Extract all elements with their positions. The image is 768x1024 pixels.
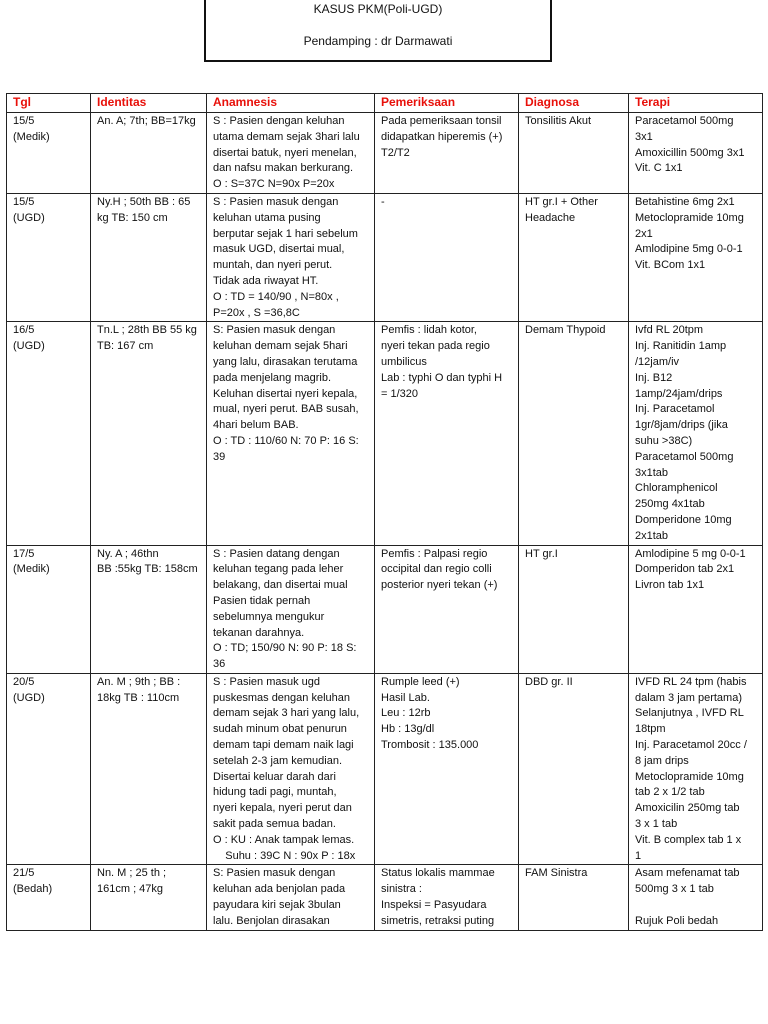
cell-identitas xyxy=(91,673,207,865)
cell-line: S : Pasien dengan keluhan xyxy=(213,115,345,127)
cell-anamnesis xyxy=(207,193,375,321)
cell-line: Vit. B complex tab 1 x xyxy=(635,833,742,846)
cell-line: muntah, dan nyeri perut. xyxy=(213,259,333,272)
cell-tgl xyxy=(7,322,91,545)
cell-line: Lab : typhi O dan typhi H xyxy=(381,371,503,384)
cell-pemeriksaan xyxy=(375,673,519,865)
cell-line: O : TD; 150/90 N: 90 P: 18 S: xyxy=(213,642,357,655)
cell-line: Rumple leed (+) xyxy=(381,675,460,688)
cell-line: setelah 2-3 jam kemudian. xyxy=(213,754,343,767)
cell-line: O : S=37C N=90x P=20x xyxy=(213,178,335,191)
header-row xyxy=(7,94,763,113)
cell-line: Vit. C 1x1 xyxy=(635,162,683,175)
cell-line: Metoclopramide 10mg xyxy=(635,770,744,783)
cell-line: 3x1tab xyxy=(635,466,669,479)
cell-line: keluhan tegang pada leher xyxy=(213,563,344,576)
cell-line: kg TB: 150 cm xyxy=(97,211,168,224)
cell-line: (UGD) xyxy=(13,211,45,224)
cell-line: Tn.L ; 28th BB 55 kg xyxy=(97,324,197,337)
cell-line: 18kg TB : 110cm xyxy=(97,691,180,704)
col-header-anamnesis: Anamnesis xyxy=(207,94,375,113)
cell-line: puskesmas dengan keluhan xyxy=(213,691,350,704)
table-row xyxy=(7,113,763,194)
document-title: KASUS PKM(Poli-UGD) xyxy=(313,2,443,16)
cell-pemeriksaan xyxy=(375,545,519,673)
pendamping-label: Pendamping : dr Darmawati xyxy=(303,34,453,48)
cell-line: suhu >38C) xyxy=(635,434,693,447)
cell-anamnesis xyxy=(207,113,375,194)
cell-line: - xyxy=(381,195,385,208)
case-table xyxy=(6,93,763,931)
cell-line: yang lalu, dirasakan terutama xyxy=(213,355,358,368)
cell-line: DBD gr. II xyxy=(525,675,573,688)
cell-line: lalu. Benjolan dirasakan xyxy=(213,914,330,927)
cell-line: nyeri tekan pada regio xyxy=(381,340,490,353)
cell-line: 2x1 xyxy=(635,227,653,240)
cell-line: Asam mefenamat tab xyxy=(635,867,740,880)
cell-line: 39 xyxy=(213,450,226,463)
cell-tgl xyxy=(7,865,91,931)
cell-line: sinistra : xyxy=(381,883,422,896)
cell-line: Amoxicilin 250mg tab xyxy=(635,802,740,815)
cell-line: tab 2 x 1/2 tab xyxy=(635,786,705,799)
cell-line: Betahistine 6mg 2x1 xyxy=(635,195,735,208)
cell-line: Amlodipine 5 mg 0-0-1 xyxy=(635,547,746,560)
cell-terapi xyxy=(629,113,763,194)
cell-terapi xyxy=(629,673,763,865)
cell-line: Hb : 13g/dl xyxy=(381,723,435,736)
cell-line: /12jam/iv xyxy=(635,355,680,368)
cell-line: pada menjelang magrib. xyxy=(213,371,332,384)
cell-line: (Medik) xyxy=(13,563,50,576)
table-row xyxy=(7,193,763,321)
cell-line: TB: 167 cm xyxy=(97,340,154,353)
table-row xyxy=(7,865,763,931)
cell-line: demam sejak 3 hari yang lalu, xyxy=(213,707,360,720)
table-row xyxy=(7,545,763,673)
cell-line: 2x1tab xyxy=(635,529,669,542)
cell-line: IVFD RL 24 tpm (habis xyxy=(635,675,747,688)
cell-line: BB :55kg TB: 158cm xyxy=(97,563,198,576)
cell-line: Domperidon tab 2x1 xyxy=(635,563,735,576)
cell-line: O : KU : Anak tampak lemas. xyxy=(213,833,355,846)
cell-line: O : TD : 110/60 N: 70 P: 16 S: xyxy=(213,434,359,447)
cell-line: belakang, dan disertai mual xyxy=(213,579,348,592)
cell-line: Headache xyxy=(525,211,576,224)
col-header-pemeriksaan: Pemeriksaan xyxy=(375,94,519,113)
cell-line: Metoclopramide 10mg xyxy=(635,211,744,224)
cell-line: 16/5 xyxy=(13,324,35,337)
col-header-terapi: Terapi xyxy=(629,94,763,113)
cell-line: FAM Sinistra xyxy=(525,867,588,880)
cell-line: Disertai keluar darah dari xyxy=(213,770,336,783)
cell-terapi xyxy=(629,193,763,321)
cell-identitas xyxy=(91,322,207,545)
cell-line: sakit pada semua badan. xyxy=(213,818,336,831)
cell-terapi xyxy=(629,545,763,673)
cell-anamnesis xyxy=(207,865,375,931)
cell-line: Pasien tidak pernah xyxy=(213,594,311,607)
cell-line: 1amp/24jam/drips xyxy=(635,387,723,400)
cell-line: Status lokalis mammae xyxy=(381,867,495,880)
cell-diagnosa xyxy=(519,113,629,194)
cell-line: didapatkan hiperemis (+) xyxy=(381,130,503,143)
cell-diagnosa xyxy=(519,193,629,321)
cell-line: P=20x , S =36,8C xyxy=(213,306,300,319)
cell-line: Inj. Paracetamol xyxy=(635,403,715,416)
cell-line: posterior nyeri tekan (+) xyxy=(381,579,498,592)
cell-line: Amoxicillin 500mg 3x1 xyxy=(635,146,745,159)
cell-line: Ivfd RL 20tpm xyxy=(635,324,704,337)
col-header-identitas: Identitas xyxy=(91,94,207,113)
col-header-diagnosa: Diagnosa xyxy=(519,94,629,113)
cell-line: Inj. Ranitidin 1amp xyxy=(635,340,727,353)
cell-anamnesis xyxy=(207,322,375,545)
cell-line: keluhan demam sejak 5hari xyxy=(213,340,348,353)
cell-line: = 1/320 xyxy=(381,387,419,400)
cell-line: S: Pasien masuk dengan xyxy=(213,867,336,880)
cell-line: Pada pemeriksaan tonsil xyxy=(381,115,502,127)
cell-anamnesis xyxy=(207,673,375,865)
cell-line: S : Pasien masuk ugd xyxy=(213,675,321,688)
cell-line: nyeri kepala, nyeri perut dan xyxy=(213,802,352,815)
cell-line: tekanan darahnya. xyxy=(213,626,305,639)
cell-line: keluhan utama pusing xyxy=(213,211,321,224)
cell-line: Pemfis : Palpasi regio xyxy=(381,547,488,560)
cell-line: Inj. Paracetamol 20cc / xyxy=(635,739,747,752)
cell-line: 4hari belum BAB. xyxy=(213,419,299,432)
cell-tgl xyxy=(7,673,91,865)
cell-line xyxy=(635,898,756,914)
cell-line: S : Pasien datang dengan xyxy=(213,547,340,560)
cell-line: masuk UGD, disertai mual, xyxy=(213,243,345,256)
cell-line: sudah minum obat penurun xyxy=(213,723,347,736)
cell-line: S : Pasien masuk dengan xyxy=(213,195,339,208)
cell-line: Amlodipine 5mg 0-0-1 xyxy=(635,243,743,256)
cell-line: 161cm ; 47kg xyxy=(97,883,164,896)
cell-identitas xyxy=(91,865,207,931)
cell-line: occipital dan regio colli xyxy=(381,563,492,576)
cell-tgl xyxy=(7,545,91,673)
cell-line: 17/5 xyxy=(13,547,35,560)
cell-line: 500mg 3 x 1 tab xyxy=(635,883,714,896)
cell-pemeriksaan xyxy=(375,113,519,194)
cell-line: dan nafsu makan berkurang. xyxy=(213,162,354,175)
cell-line: 1 xyxy=(635,849,642,862)
cell-anamnesis xyxy=(207,545,375,673)
cell-line: 36 xyxy=(213,658,226,671)
cell-line: HT gr.I + Other xyxy=(525,195,598,208)
cell-line: 250mg 4x1tab xyxy=(635,498,705,511)
cell-line: Suhu : 39C N : 90x P : 18x xyxy=(213,849,356,862)
cell-identitas xyxy=(91,193,207,321)
cell-line: Rujuk Poli bedah xyxy=(635,914,719,927)
cell-line: payudara kiri sejak 3bulan xyxy=(213,899,341,912)
cell-diagnosa xyxy=(519,865,629,931)
title-box xyxy=(204,0,552,62)
cell-line: S: Pasien masuk dengan xyxy=(213,324,336,337)
cell-line: 8 jam drips xyxy=(635,754,689,767)
cell-line: Inspeksi = Pasyudara xyxy=(381,899,487,912)
cell-diagnosa xyxy=(519,322,629,545)
cell-pemeriksaan xyxy=(375,865,519,931)
cell-line: An. M ; 9th ; BB : xyxy=(97,675,181,688)
cell-line: Leu : 12rb xyxy=(381,707,431,720)
cell-line: Trombosit : 135.000 xyxy=(381,739,479,752)
table-row xyxy=(7,673,763,865)
cell-line: (UGD) xyxy=(13,340,45,353)
cell-line: Ny.H ; 50th BB : 65 xyxy=(97,195,191,208)
cell-line: 21/5 xyxy=(13,867,35,880)
cell-line: An. A; 7th; BB=17kg xyxy=(97,115,196,127)
cell-line: 18tpm xyxy=(635,723,666,736)
cell-diagnosa xyxy=(519,673,629,865)
cell-identitas xyxy=(91,113,207,194)
cell-line: Tidak ada riwayat HT. xyxy=(213,274,319,287)
cell-pemeriksaan xyxy=(375,322,519,545)
cell-line: Pemfis : lidah kotor, xyxy=(381,324,477,337)
cell-pemeriksaan xyxy=(375,193,519,321)
cell-tgl xyxy=(7,113,91,194)
cell-line: Livron tab 1x1 xyxy=(635,579,705,592)
cell-line: disertai batuk, nyeri menelan, xyxy=(213,146,357,159)
cell-line: (Bedah) xyxy=(13,883,53,896)
cell-line: keluhan ada benjolan pada xyxy=(213,883,346,896)
cell-line: demam tapi demam naik lagi xyxy=(213,739,354,752)
cell-line: Inj. B12 xyxy=(635,371,673,384)
cell-diagnosa xyxy=(519,545,629,673)
cell-line: 1gr/8jam/drips (jika xyxy=(635,419,728,432)
cell-line: 15/5 xyxy=(13,115,35,127)
cell-line: Chloramphenicol xyxy=(635,482,718,495)
cell-line: hidung tadi pagi, muntah, xyxy=(213,786,337,799)
cell-line: 3 x 1 tab xyxy=(635,818,678,831)
cell-line: Hasil Lab. xyxy=(381,691,430,704)
cell-line: berputar sejak 1 hari sebelum xyxy=(213,227,358,240)
cell-tgl xyxy=(7,193,91,321)
cell-line: mual, nyeri perut. BAB susah, xyxy=(213,403,359,416)
cell-terapi xyxy=(629,865,763,931)
cell-line: (UGD) xyxy=(13,691,45,704)
cell-line: umbilicus xyxy=(381,355,427,368)
cell-line: 15/5 xyxy=(13,195,35,208)
cell-line: Demam Thypoid xyxy=(525,324,606,337)
cell-line: T2/T2 xyxy=(381,146,410,159)
cell-terapi xyxy=(629,322,763,545)
cell-line: utama demam sejak 3hari lalu xyxy=(213,130,360,143)
cell-line: Selanjutnya , IVFD RL xyxy=(635,707,744,720)
cell-line: HT gr.I xyxy=(525,547,558,560)
cell-line: simetris, retraksi puting xyxy=(381,914,495,927)
case-body xyxy=(7,113,763,931)
cell-line: (Medik) xyxy=(13,130,50,143)
cell-identitas xyxy=(91,545,207,673)
cell-line: Tonsilitis Akut xyxy=(525,115,592,127)
cell-line: sebelumnya mengukur xyxy=(213,610,325,623)
cell-line: Ny. A ; 46thn xyxy=(97,547,159,560)
cell-line: Paracetamol 500mg xyxy=(635,115,734,127)
cell-line: Keluhan disertai nyeri kepala, xyxy=(213,387,358,400)
cell-line: 20/5 xyxy=(13,675,35,688)
cell-line: dalam 3 jam pertama) xyxy=(635,691,742,704)
cell-line: 3x1 xyxy=(635,130,653,143)
table-row xyxy=(7,322,763,545)
cell-line: Nn. M ; 25 th ; xyxy=(97,867,167,880)
cell-line: Vit. BCom 1x1 xyxy=(635,259,706,272)
cell-line: O : TD = 140/90 , N=80x , xyxy=(213,290,339,303)
col-header-tgl: Tgl xyxy=(7,94,91,113)
cell-line: Paracetamol 500mg xyxy=(635,450,734,463)
cell-line: Domperidone 10mg xyxy=(635,513,732,526)
